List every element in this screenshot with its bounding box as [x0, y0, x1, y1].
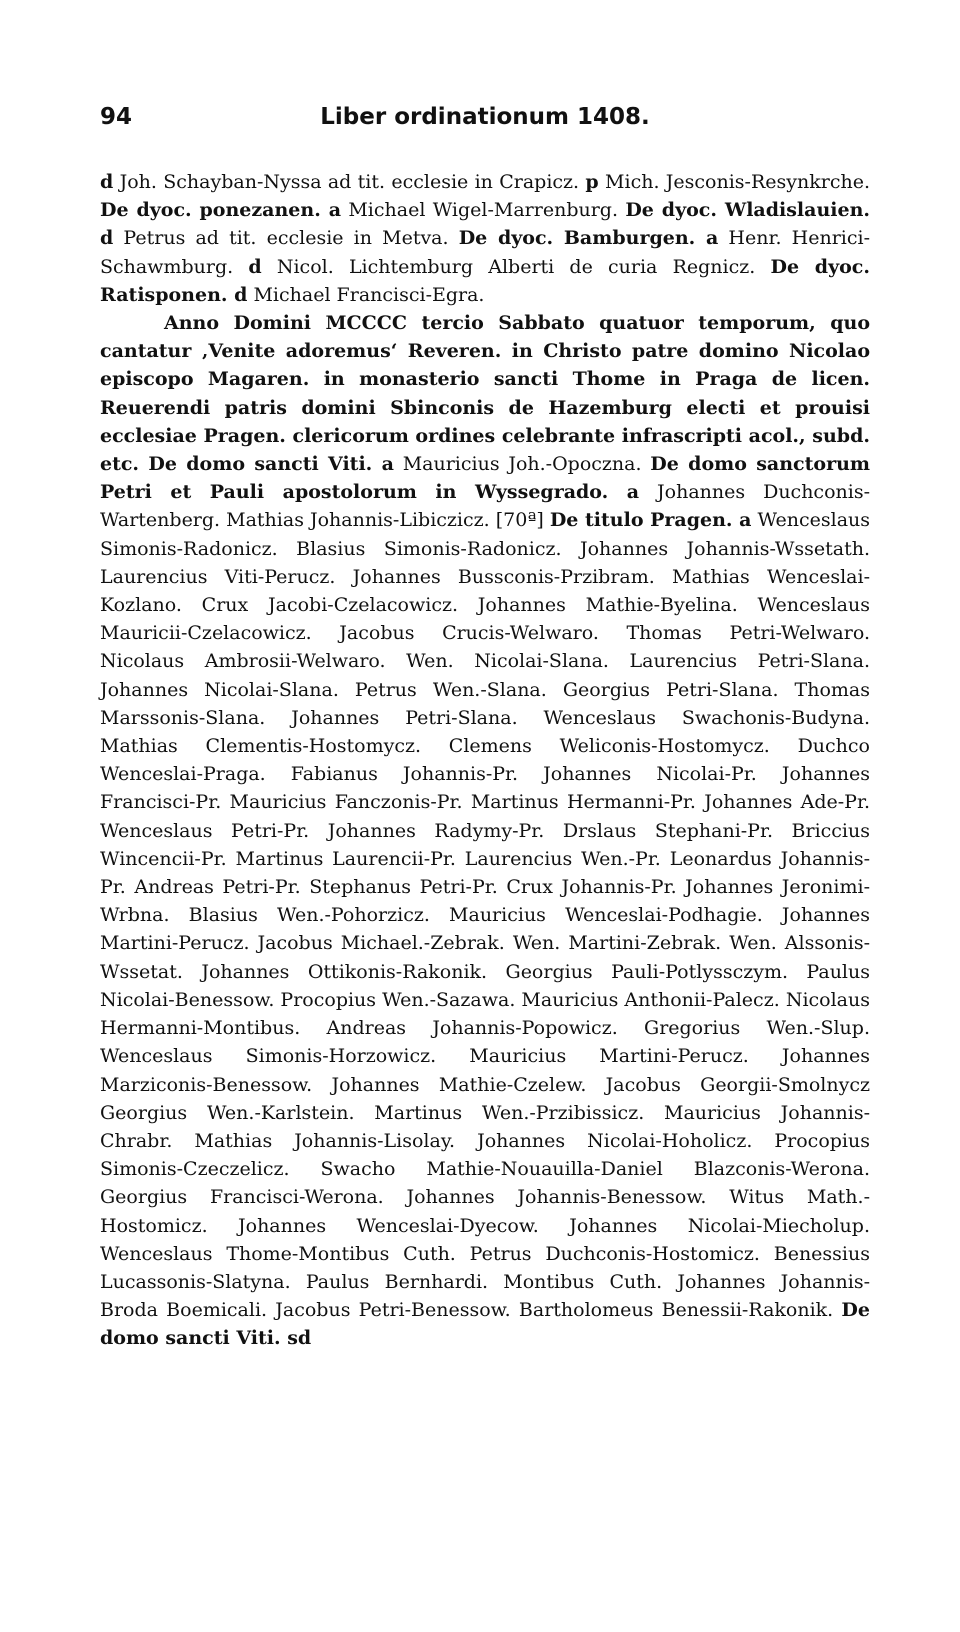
bold-text-segment: De domo sanctorum Petri et Pauli apostolorum in Wyssegrado. a — [100, 453, 871, 504]
bold-text-segment: De dyoc. Bamburgen. a — [458, 227, 719, 250]
text-segment: Michael Francisci-Egra. — [247, 283, 485, 306]
bold-text-segment: d — [248, 255, 262, 278]
running-header — [100, 104, 870, 140]
text-segment: Joh. Schayban-Nyssa ad tit. ecclesie in Crapicz. — [113, 171, 586, 193]
text-segment: Petrus ad tit. ecclesie in Metva. — [113, 227, 459, 250]
bold-text-segment: De domo sancti Viti. sd — [100, 1299, 870, 1350]
page-number: 94 — [100, 104, 133, 130]
body-text — [100, 168, 870, 1353]
bold-text-segment: De dyoc. ponezanen. a — [100, 199, 342, 222]
text-segment: Mich. Jesconis-Resynkrche. — [598, 171, 870, 193]
paragraph — [100, 309, 870, 1353]
paragraph — [100, 168, 870, 309]
text-segment: Henr. Henrici-Schawmburg. — [100, 227, 871, 278]
bold-text-segment: p — [585, 171, 599, 193]
bold-text-segment: De dyoc. Ratisponen. d — [100, 255, 870, 306]
bold-text-segment: De dyoc. Wladislauien. d — [100, 199, 870, 250]
running-title: Liber ordinationum 1408. — [320, 104, 650, 130]
bold-text-segment: d — [100, 171, 114, 193]
text-segment: Nicol. Lichtemburg Alberti de curia Regnicz. — [261, 255, 771, 278]
bold-text-segment: Anno Domini MCCCC tercio Sabbato quatuor temporum, quo cantatur ‚Venite adoremus‘ Reveren. in Christo patre domino Nicolao episcopo Magaren. in monasterio sancti Thome in Praga de licen. Reuerendi patris domini Sbinconis de Hazemburg electi et prouisi ecclesiae Pragen. clericorum ordines celebrante infrascripti acol., subd. etc. De domo sancti Viti. a — [100, 312, 870, 476]
text-segment: Mauricius Joh.-Opoczna. — [393, 453, 651, 476]
text-segment: Johannes Duchconis-Wartenberg. Mathias Johannis-Libiczicz. [70ª] — [100, 481, 870, 532]
bold-text-segment: De titulo Pragen. a — [549, 509, 752, 532]
text-segment: Wenceslaus Simonis-Radonicz. Blasius Simonis-Radonicz. Johannes Johannis-Wssetath. Laurencius Viti-Perucz. Johannes Bussconis-Przibram. Mathias Wenceslai-Kozlano. Crux Jacobi-Czelacowicz. Johannes Mathie-Byelina. Wenceslaus Mauricii-Czelacowicz. Jacobus Crucis-Welwaro. Thomas Petri-Welwaro. Nicolaus Ambrosii-Welwaro. Wen. Nicolai-Slana. Laurencius Petri-Slana. Johannes Nicolai-Slana. Petrus Wen.-Slana. Georgius Petri-Slana. Thomas Marssonis-Slana. Johannes Petri-Slana. Wenceslaus Swachonis-Budyna. Mathias Clementis-Hostomycz. Clemens Weliconis-Hostomycz. Duchco Wenceslai-Praga. Fabianus Johannis-Pr. Johannes Nicolai-Pr. Johannes Francisci-Pr. Mauricius Fanczonis-Pr. Martinus Hermanni-Pr. Johannes Ade-Pr. Wenceslaus Petri-Pr. Johannes Radymy-Pr. Drslaus Stephani-Pr. Briccius Wincencii-Pr. Martinus Laurencii-Pr. Laurencius Wen.-Pr. Leonardus Johannis-Pr. Andreas Petri-Pr. Stephanus Petri-Pr. Crux Johannis-Pr. Johannes Jeronimi-Wrbna. Blasius Wen.-Pohorzicz. Mauricius Wenceslai-Podhagie. Johannes Martini-Perucz. Jacobus Michael.-Zebrak. Wen. Martini-Zebrak. Wen. Alssonis-Wssetat. Johannes Ottikonis-Rakonik. Georgius Pauli-Potlyssczym. Paulus Nicolai-Benessow. Procopius Wen.-Sazawa. Mauricius Anthonii-Palecz. Nicolaus Hermanni-Montibus. Andreas Johannis-Popowicz. Gregorius Wen.-Slup. Wenceslaus Simonis-Horzowicz. Mauricius Martini-Perucz. Johannes Marziconis-Benessow. Johannes Mathie-Czelew. Jacobus Georgii-Smolnycz Georgius Wen.-Karlstein. Martinus Wen.-Przibissicz. Mauricius Johannis-Chrabr. Mathias Johannis-Lisolay. Johannes Nicolai-Hoholicz. Procopius Simonis-Czeczelicz. Swacho Mathie-Nouauilla-Daniel Blazconis-Werona. Georgius Francisci-Werona. Johannes Johannis-Benessow. Witus Math.-Hostomicz. Johannes Wenceslai-Dyecow. Johannes Nicolai-Miecholup. Wenceslaus Thome-Montibus Cuth. Petrus Duchconis-Hostomicz. Benessius Lucassonis-Slatyna. Paulus Bernhardi. Montibus Cuth. Johannes Johannis-Broda Boemicali. Jacobus Petri-Benessow. Bartholomeus Benessii-Rakonik. — [100, 509, 871, 1322]
text-segment: Michael Wigel-Marrenburg. — [341, 199, 626, 222]
